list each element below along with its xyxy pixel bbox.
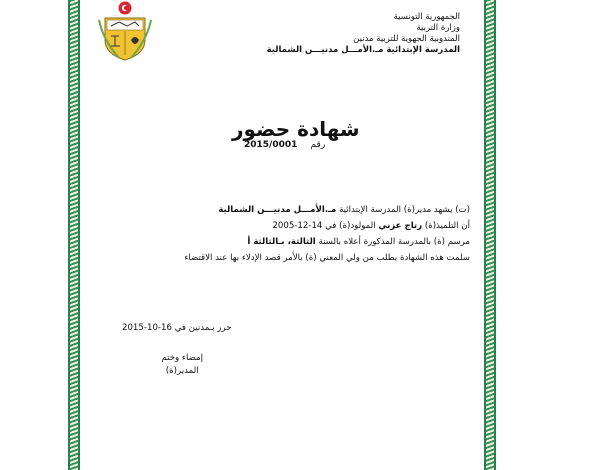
certificate-number-value: 2015/0001 — [244, 140, 298, 150]
director-label: المدير(ة) — [165, 366, 199, 376]
body-line-2 — [110, 218, 470, 234]
body-birth-date: 14-12-2005 — [272, 221, 323, 231]
signature-block — [161, 352, 203, 378]
body-student-name: رتاج عزني — [378, 221, 423, 231]
right-decorative-border — [484, 0, 496, 470]
body-line-2-mid: المولود(ة) في — [322, 221, 379, 231]
header-line-republic: الجمهورية التونسية — [393, 12, 460, 22]
header-line-school: المدرسة الإبتدائية مـ.الأمـــل مدنيـــن الشمالية — [266, 45, 460, 55]
body-class-level: الثالثة، بـالثالثة أ — [247, 237, 316, 247]
place-and-date: حرر بـمدنين في 16-10-2015 — [122, 323, 232, 333]
tunisia-coat-of-arms-icon — [97, 0, 153, 62]
header-line-ministry: وزارة التربية — [416, 23, 460, 33]
body-line-4: سلمت هذه الشهادة بطلب من ولي المعني (ة) بالأمر قصد الإدلاء بها عند الاقتضاء — [184, 253, 470, 263]
signature-label: إمضاء وختم — [161, 353, 203, 363]
certificate-number — [244, 140, 325, 150]
body-line-1 — [110, 202, 470, 218]
body-line-1-prefix: (ت) يشهد مدير(ة) المدرسة الإبتدائية — [336, 205, 470, 215]
certificate-body — [110, 202, 470, 266]
body-line-3-prefix: مرسم (ة) بالمدرسة المذكورة أعلاه بالسنة — [315, 237, 470, 247]
body-line-2-prefix: أن التلميذ(ة) — [422, 221, 470, 231]
certificate-title: شهادة حضور — [232, 117, 360, 141]
certificate-number-label: رقم — [310, 140, 326, 150]
body-line-3 — [110, 234, 470, 250]
left-decorative-border — [68, 0, 80, 470]
body-school-name: مـ.الأمـــل مدنيـــن الشمالية — [218, 205, 337, 215]
issuer-header — [260, 12, 460, 56]
header-line-delegation: المندوبية الجهوية للتربية مدنين — [353, 34, 460, 44]
